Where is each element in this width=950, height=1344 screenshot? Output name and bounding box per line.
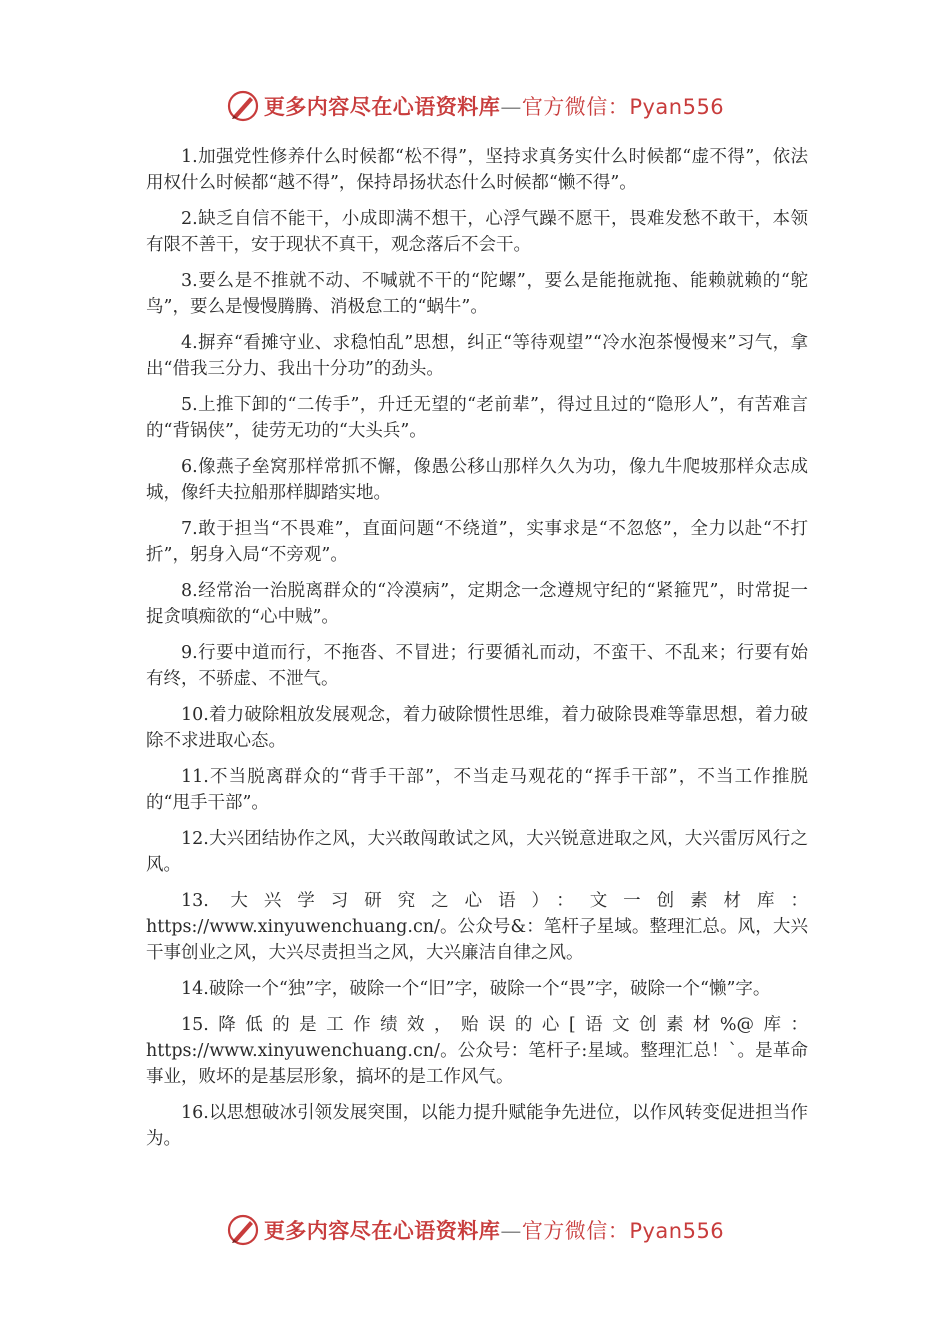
- list-item: 1.加强党性修养什么时候都“松不得”，坚持求真务实什么时候都“虚不得”，依法用权什么时候都“越不得”，保持昂扬状态什么时候都“懒不得”。: [146, 147, 808, 193]
- banner-wechat-id: Pyan556: [629, 1219, 725, 1243]
- footer-banner: [0, 1210, 950, 1250]
- list-item: 3.要么是不推就不动、不喊就不干的“陀螺”，要么是能拖就拖、能赖就赖的“鸵鸟”，要么是慢慢腾腾、消极怠工的“蜗牛”。: [146, 271, 808, 317]
- banner-text: [264, 1215, 724, 1245]
- document-body: [146, 144, 808, 1162]
- list-item: 9.行要中道而行，不拖沓、不冒进；行要循礼而动，不蛮干、不乱来；行要有始有终，不骄虚、不泄气。: [146, 643, 808, 689]
- header-banner: [0, 86, 950, 126]
- list-item: 7.敢于担当“不畏难”，直面问题“不绕道”，实事求是“不忽悠”，全力以赴“不打折”，躬身入局“不旁观”。: [146, 519, 808, 565]
- list-item: 11.不当脱离群众的“背手干部”，不当走马观花的“挥手干部”，不当工作推脱的“甩手干部”。: [146, 767, 808, 813]
- banner-sub: 官方微信：: [521, 1219, 630, 1243]
- list-item: 4.摒弃“看摊守业、求稳怕乱”思想，纠正“等待观望”“冷水泡茶慢慢来”习气，拿出“借我三分力、我出十分功”的劲头。: [146, 333, 808, 379]
- pen-logo-icon: [226, 89, 260, 123]
- list-item: 2.缺乏自信不能干，小成即满不想干，心浮气躁不愿干，畏难发愁不敢干，本领有限不善干，安于现状不真干，观念落后不会干。: [146, 209, 808, 255]
- banner-separator: —: [500, 95, 522, 119]
- list-item: 16.以思想破冰引领发展突围，以能力提升赋能争先进位，以作风转变促进担当作为。: [146, 1103, 808, 1149]
- banner-sub: 官方微信：: [521, 95, 630, 119]
- list-item: 8.经常治一治脱离群众的“冷漠病”，定期念一念遵规守纪的“紧箍咒”，时常捉一捉贪嗔痴欲的“心中贼”。: [146, 581, 808, 627]
- banner-wechat-id: Pyan556: [629, 95, 725, 119]
- list-item: 6.像燕子垒窝那样常抓不懈，像愚公移山那样久久为功，像九牛爬坡那样众志成城，像纤夫拉船那样脚踏实地。: [146, 457, 808, 503]
- list-item: 14.破除一个“独”字，破除一个“旧”字，破除一个“畏”字，破除一个“懒”字。: [181, 979, 771, 999]
- list-item: 5.上推下卸的“二传手”，升迁无望的“老前辈”，得过且过的“隐形人”，有苦难言的“背锅侠”，徒劳无功的“大头兵”。: [146, 395, 808, 441]
- list-item: 13. 大兴学习研究之心语）：文一创素材库：https://www.xinyuwenchuang.cn/。公众号&：笔杆子星域。整理汇总。风，大兴干事创业之风，大兴尽责担当之风，大兴廉洁自律之风。: [146, 891, 808, 963]
- pen-logo-icon: [226, 1213, 260, 1247]
- list-item: 15.降低的是工作绩效，贻误的心[语文创素材%@库：https://www.xinyuwenchuang.cn/。公众号：笔杆子:星域。整理汇总！`。是革命事业，败坏的是基层形象，搞坏的是工作风气。: [146, 1015, 808, 1087]
- banner-main: 更多内容尽在心语资料库: [263, 95, 501, 119]
- list-item: 12.大兴团结协作之风，大兴敢闯敢试之风，大兴锐意进取之风，大兴雷厉风行之风。: [146, 829, 808, 875]
- banner-text: [264, 91, 724, 121]
- list-item: 10.着力破除粗放发展观念，着力破除惯性思维，着力破除畏难等靠思想，着力破除不求进取心态。: [146, 705, 808, 751]
- banner-main: 更多内容尽在心语资料库: [263, 1219, 501, 1243]
- banner-separator: —: [500, 1219, 522, 1243]
